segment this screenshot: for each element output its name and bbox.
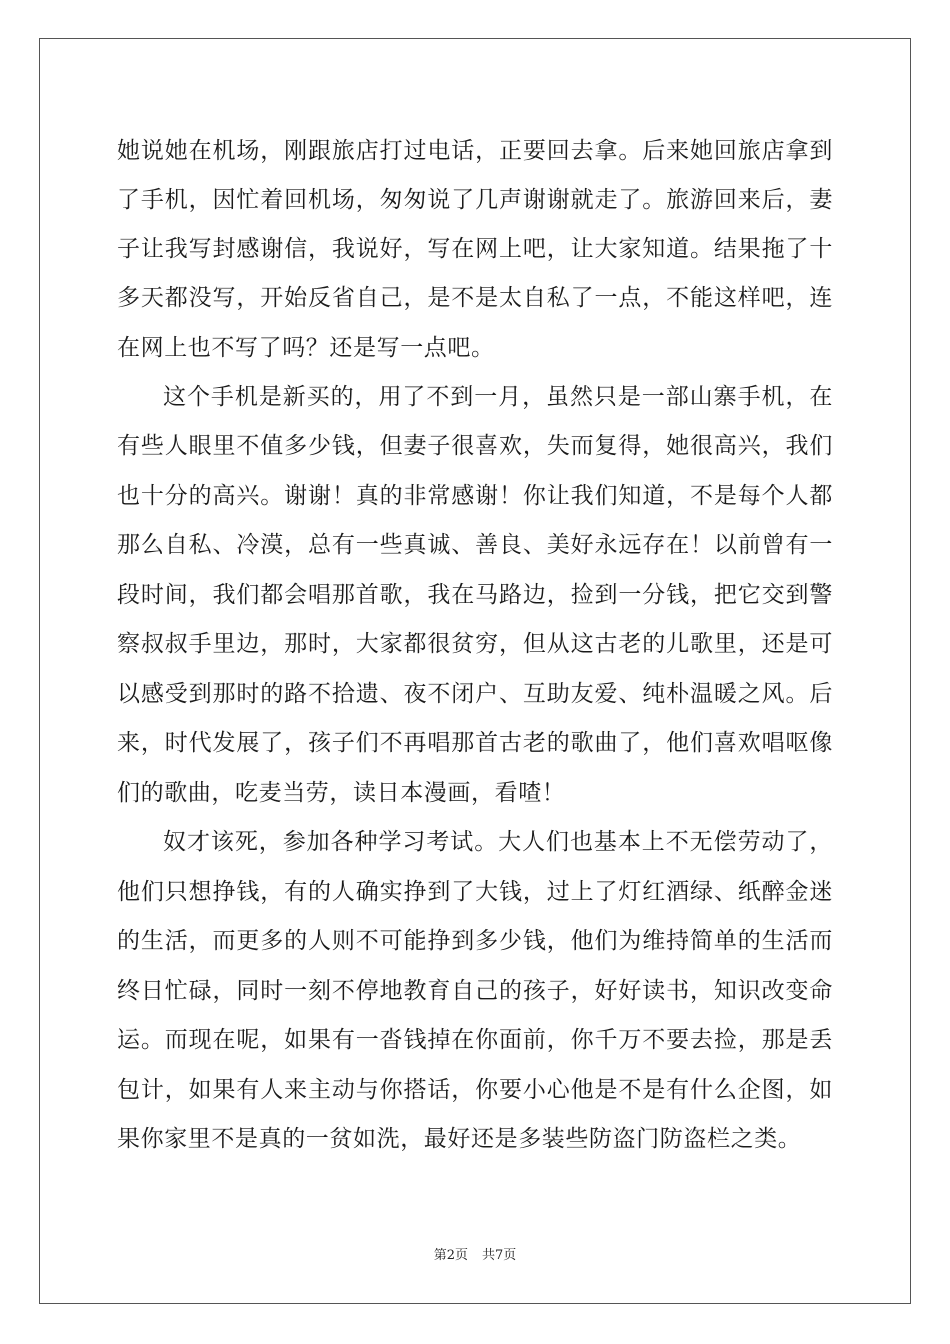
paragraph-2-line-9: 们的歌曲，吃麦当劳，读日本漫画，看喳！ xyxy=(117,780,566,806)
paragraph-1-line-5: 在网上也不写了吗？还是写一点吧。 xyxy=(117,335,495,361)
paragraph-1-line-2: 了手机，因忙着回机场，匆匆说了几声谢谢就走了。旅游回来后，妻 xyxy=(117,187,833,213)
page-footer xyxy=(0,1247,950,1265)
paragraph-2-line-1: 这个手机是新买的，用了不到一月，虽然只是一部山寨手机，在 xyxy=(163,384,833,410)
paragraph-3-line-3: 的生活，而更多的人则不可能挣到多少钱，他们为维持简单的生活而 xyxy=(117,928,833,954)
paragraph-2-line-8: 来，时代发展了，孩子们不再唱那首古老的歌曲了，他们喜欢唱呕像 xyxy=(117,730,833,756)
page-border xyxy=(39,38,911,1304)
paragraph-2-line-4: 那么自私、冷漠，总有一些真诚、善良、美好永远存在！以前曾有一 xyxy=(117,532,833,558)
paragraph-2-line-2: 有些人眼里不值多少钱，但妻子很喜欢，失而复得，她很高兴，我们 xyxy=(117,433,833,459)
paragraph-3-line-4: 终日忙碌，同时一刻不停地教育自己的孩子，好好读书，知识改变命 xyxy=(117,978,833,1004)
page-total: 共7页 xyxy=(482,1248,517,1263)
paragraph-2-line-5: 段时间，我们都会唱那首歌，我在马路边，捡到一分钱，把它交到警 xyxy=(117,582,833,608)
paragraph-1-line-4: 多天都没写，开始反省自己，是不是太自私了一点，不能这样吧，连 xyxy=(117,285,833,311)
paragraph-2-line-6: 察叔叔手里边，那时，大家都很贫穷，但从这古老的儿歌里，还是可 xyxy=(117,631,833,657)
paragraph-3-line-1: 奴才该死，参加各种学习考试。大人们也基本上不无偿劳动了， xyxy=(163,829,833,855)
paragraph-1-line-1: 她说她在机场，刚跟旅店打过电话，正要回去拿。后来她回旅店拿到 xyxy=(117,138,833,164)
paragraph-3-line-2: 他们只想挣钱，有的人确实挣到了大钱，过上了灯红酒绿、纸醉金迷 xyxy=(117,879,833,905)
paragraph-3-line-5: 运。而现在呢，如果有一沓钱掉在你面前，你千万不要去捡，那是丢 xyxy=(117,1027,833,1053)
paragraph-3-line-7: 果你家里不是真的一贫如洗，最好还是多装些防盗门防盗栏之类。 xyxy=(117,1126,802,1152)
paragraph-1-line-3: 子让我写封感谢信，我说好，写在网上吧，让大家知道。结果拖了十 xyxy=(117,236,833,262)
paragraph-2-line-7: 以感受到那时的路不拾遗、夜不闭户、互助友爱、纯朴温暖之风。后 xyxy=(117,681,833,707)
paragraph-3-line-6: 包计，如果有人来主动与你搭话，你要小心他是不是有什么企图，如 xyxy=(117,1077,833,1103)
paragraph-2-line-3: 也十分的高兴。谢谢！真的非常感谢！你让我们知道，不是每个人都 xyxy=(117,483,833,509)
page-number: 第2页 xyxy=(433,1248,468,1263)
